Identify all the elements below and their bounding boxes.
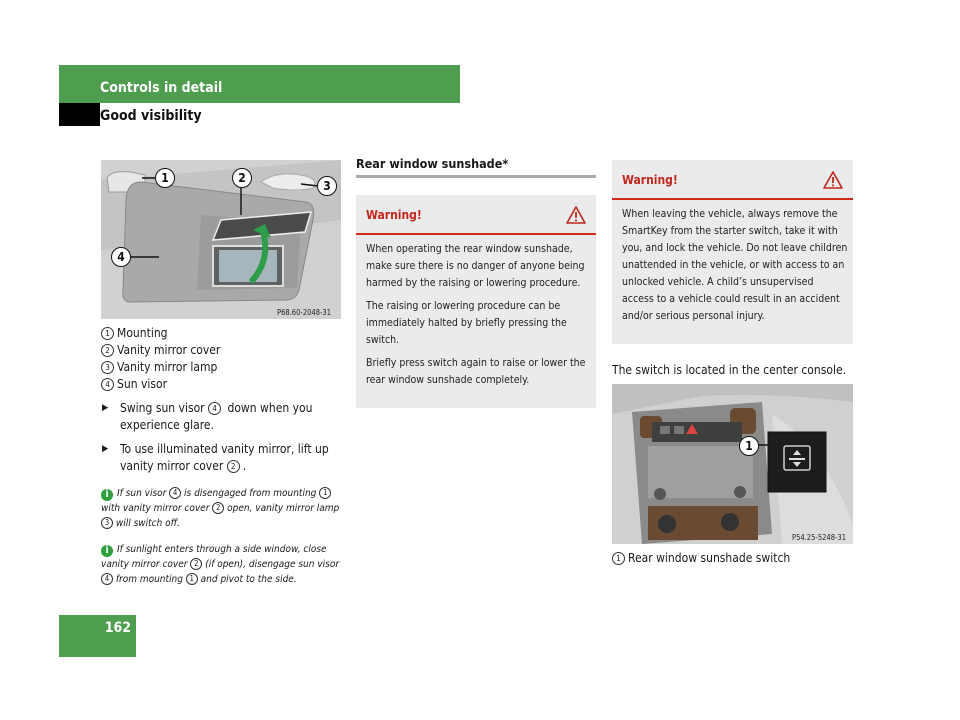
warning-paragraph: The raising or lowering procedure can be immediately halted by briefly pressing the switch.: [366, 300, 567, 346]
center-console-illustration: [612, 384, 853, 544]
warning-box-children: [612, 160, 853, 344]
center-console-figure: [612, 384, 853, 544]
callout-1: 1: [155, 168, 175, 188]
instruction-step: ▶ To use illuminated vanity mirror, lift up vanity mirror cover 2 .: [102, 442, 329, 473]
section-title: Good visibility: [100, 108, 202, 124]
warning-header: [612, 160, 853, 200]
arrow-right-icon: ▶: [102, 403, 109, 413]
callout-4: 4: [111, 247, 131, 267]
warning-header: [356, 195, 596, 235]
arrow-right-icon: ▶: [102, 444, 109, 454]
legend-item: 1 Rear window sunshade switch: [612, 550, 790, 567]
info-icon: i: [101, 489, 113, 501]
warning-paragraph: When operating the rear window sunshade, make sure there is no danger of anyone being harmed by the raising or lowering procedure.: [366, 243, 585, 289]
chapter-title: Controls in detail: [100, 80, 223, 96]
info-icon: i: [101, 545, 113, 557]
warning-body: [366, 241, 590, 395]
warning-title: Warning!: [366, 208, 422, 222]
switch-location-text: The switch is located in the center console.: [612, 363, 847, 377]
info-note: i If sunlight enters through a side window, close vanity mirror cover 2 (if open), disengage sun visor 4 from mounting 1 and pivot to the side.: [101, 544, 340, 585]
section-rule: [356, 175, 596, 178]
warning-box-sunshade: [356, 195, 596, 408]
legend-item: 3 Vanity mirror lamp: [101, 360, 217, 374]
figure-code: P54.25-5248-31: [792, 533, 847, 542]
warning-triangle-icon: [823, 170, 843, 190]
legend-item: 4 Sun visor: [101, 377, 167, 391]
legend-item: 2 Vanity mirror cover: [101, 343, 220, 357]
warning-paragraph: Briefly press switch again to raise or lower the rear window sunshade completely.: [366, 357, 586, 386]
sun-visor-figure: [101, 160, 341, 319]
info-note: i If sun visor 4 is disengaged from mounting 1 with vanity mirror cover 2 open, vanity mirror lamp 3 will switch off.: [101, 488, 340, 529]
sun-visor-illustration: [101, 160, 341, 319]
warning-paragraph: When leaving the vehicle, always remove the SmartKey from the starter switch, take it with you, and lock the vehicle. Do not leave children unattended in the vehicle, or with access to an unlocked vehicle. A child’s unsupervised access to a vehicle could result in an accident and/or serious personal injury.: [622, 208, 848, 322]
callout-1: 1: [739, 436, 759, 456]
warning-triangle-icon: [566, 205, 586, 225]
figure-code: P68.60-2048-31: [277, 308, 332, 317]
legend-item: 1 Mounting: [101, 326, 168, 340]
page-number: 162: [104, 620, 131, 636]
callout-2: 2: [232, 168, 252, 188]
warning-title: Warning!: [622, 173, 678, 187]
instruction-step: ▶ Swing sun visor 4 down when you experience glare.: [102, 401, 313, 432]
callout-3: 3: [317, 176, 337, 196]
warning-body: [622, 206, 848, 331]
sunshade-section-title: Rear window sunshade*: [356, 156, 509, 171]
header-black-tab: [59, 103, 100, 126]
